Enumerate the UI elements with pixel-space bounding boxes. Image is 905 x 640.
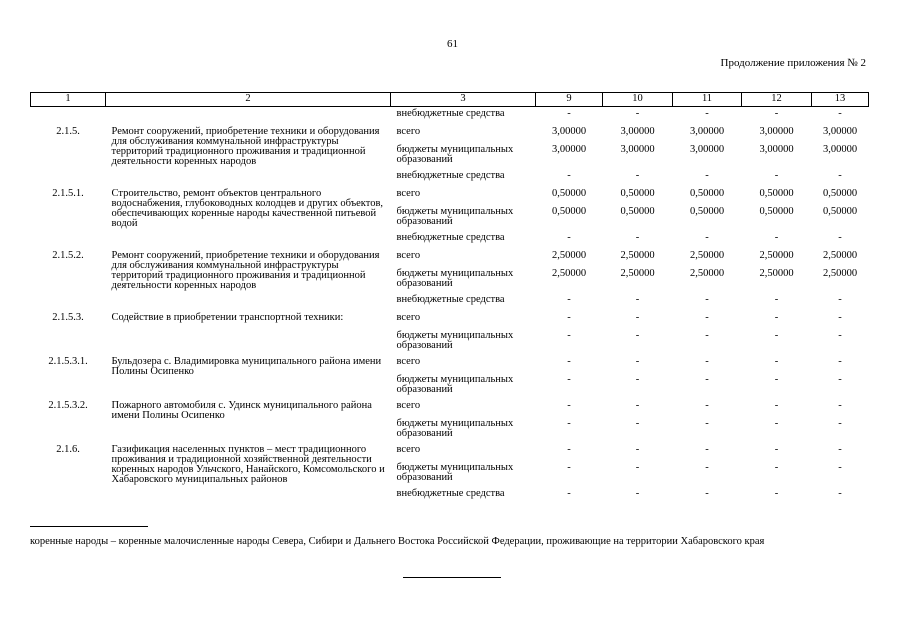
column-header: 13 (812, 93, 869, 107)
value-cell: - (567, 330, 571, 341)
value-cell: - (774, 170, 779, 181)
value-cell: 2,50000 (759, 250, 794, 261)
value-cell: - (838, 170, 842, 181)
funding-source: всего (396, 312, 421, 323)
value-cell: 3,00000 (822, 126, 858, 137)
value-cell: - (774, 294, 779, 305)
value-cell: - (705, 400, 709, 411)
value-cell: 3,00000 (620, 144, 655, 155)
value-cell: 2,50000 (689, 268, 725, 279)
column-header: 2 (106, 93, 391, 107)
funding-source: всего (396, 250, 421, 261)
funding-source: внебюджетные средства (396, 108, 505, 119)
value-cell: 3,00000 (689, 144, 725, 155)
value-cell: - (567, 356, 571, 367)
value-cell: 3,00000 (620, 126, 655, 137)
column-header: 9 (536, 93, 603, 107)
value-cell: - (567, 488, 571, 499)
funding-source: внебюджетные средства (396, 294, 505, 305)
item-title: Содействие в приобретении транспортной техники: (111, 312, 344, 323)
value-cell: - (635, 170, 640, 181)
value-cell: - (705, 462, 709, 473)
funding-source: бюджеты муниципальных образований (396, 418, 514, 439)
value-cell: - (774, 312, 779, 323)
value-cell: - (705, 418, 709, 429)
item-code: 2.1.6. (56, 444, 80, 455)
item-code: 2.1.5.2. (52, 250, 84, 261)
value-cell: - (635, 488, 640, 499)
value-cell: 2,50000 (822, 268, 858, 279)
value-cell: - (774, 462, 779, 473)
value-cell: - (567, 170, 571, 181)
value-cell: - (567, 294, 571, 305)
table-row (31, 187, 869, 205)
value-cell: - (567, 462, 571, 473)
table-header-row (31, 93, 869, 107)
value-cell: - (705, 170, 709, 181)
column-header: 10 (603, 93, 673, 107)
item-title: Ремонт сооружений, приобретение техники и оборудования для обслуживания коммунальной инфраструктуры территорий традиционного проживания и традиционной деятельности коренных народов (111, 250, 380, 291)
value-cell: - (635, 312, 640, 323)
funding-source: внебюджетные средства (396, 232, 505, 243)
funding-source: внебюджетные средства (396, 170, 505, 181)
value-cell: 0,50000 (822, 188, 858, 199)
value-cell: - (705, 330, 709, 341)
column-header: 1 (31, 93, 106, 107)
value-cell: - (774, 418, 779, 429)
item-title: Газификация населенных пунктов – мест традиционного проживания и традиционной хозяйственной деятельности коренных народов Ульчского, Нанайского, Комсомольского и Хабаровского муниципальных районов (111, 444, 385, 485)
page-number: 61 (447, 38, 458, 50)
value-cell: 3,00000 (689, 126, 725, 137)
value-cell: - (838, 294, 842, 305)
table-row (31, 399, 869, 417)
value-cell: 0,50000 (759, 206, 794, 217)
funding-source: всего (396, 356, 421, 367)
value-cell: - (774, 374, 779, 385)
value-cell: - (705, 232, 709, 243)
funding-source: бюджеты муниципальных образований (396, 330, 514, 351)
value-cell: 3,00000 (759, 144, 794, 155)
item-code: 2.1.5.1. (52, 188, 84, 199)
value-cell: - (705, 312, 709, 323)
value-cell: - (635, 330, 640, 341)
value-cell: - (774, 356, 779, 367)
value-cell: - (705, 374, 709, 385)
value-cell: 2,50000 (551, 268, 587, 279)
value-cell: 0,50000 (620, 188, 655, 199)
item-code: 2.1.5.3.2. (48, 400, 88, 411)
funding-source: внебюджетные средства (396, 488, 505, 499)
value-cell: 0,50000 (551, 206, 587, 217)
value-cell: 0,50000 (822, 206, 858, 217)
value-cell: - (774, 488, 779, 499)
value-cell: 2,50000 (620, 268, 655, 279)
table-body (31, 107, 869, 506)
value-cell: - (705, 108, 709, 119)
value-cell: 0,50000 (551, 188, 587, 199)
value-cell: - (705, 444, 709, 455)
table-row (31, 355, 869, 373)
item-title: Пожарного автомобиля с. Удинск муниципального района имени Полины Осипенко (111, 400, 372, 421)
footnote-divider (30, 526, 148, 527)
value-cell: 3,00000 (759, 126, 794, 137)
value-cell: 3,00000 (551, 144, 587, 155)
value-cell: 2,50000 (689, 250, 725, 261)
value-cell: - (705, 488, 709, 499)
value-cell: - (705, 294, 709, 305)
value-cell: - (838, 400, 842, 411)
value-cell: - (635, 400, 640, 411)
item-code: 2.1.5. (56, 126, 80, 137)
value-cell: 0,50000 (689, 188, 725, 199)
funding-source: бюджеты муниципальных образований (396, 268, 514, 289)
value-cell: 3,00000 (822, 144, 858, 155)
value-cell: - (567, 232, 571, 243)
item-title: Строительство, ремонт объектов центрального водоснабжения, глубоководных колодцев и других объектов, обеспечивающих коренные народы качественной питьевой водой (111, 188, 384, 229)
value-cell: - (635, 294, 640, 305)
value-cell: - (838, 462, 842, 473)
end-divider (403, 577, 501, 578)
funding-source: бюджеты муниципальных образований (396, 206, 514, 227)
value-cell: - (635, 444, 640, 455)
value-cell: 2,50000 (551, 250, 587, 261)
value-cell: - (838, 330, 842, 341)
value-cell: - (635, 462, 640, 473)
value-cell: - (774, 108, 779, 119)
funding-source: всего (396, 126, 421, 137)
value-cell: - (567, 312, 571, 323)
value-cell: - (635, 374, 640, 385)
value-cell: - (635, 108, 640, 119)
funding-source: всего (396, 188, 421, 199)
value-cell: 0,50000 (759, 188, 794, 199)
value-cell: - (838, 232, 842, 243)
item-code: 2.1.5.3. (52, 312, 84, 323)
funding-source: бюджеты муниципальных образований (396, 144, 514, 165)
table-row (31, 311, 869, 329)
appendix-table (30, 92, 869, 505)
value-cell: - (838, 374, 842, 385)
continuation-label: Продолжение приложения № 2 (720, 57, 866, 69)
item-title: Бульдозера с. Владимировка муниципального района имени Полины Осипенко (111, 356, 382, 377)
column-header: 12 (742, 93, 812, 107)
value-cell: - (567, 400, 571, 411)
value-cell: - (838, 488, 842, 499)
value-cell: - (774, 400, 779, 411)
value-cell: - (838, 356, 842, 367)
funding-source: бюджеты муниципальных образований (396, 462, 514, 483)
column-header: 3 (391, 93, 536, 107)
item-title: Ремонт сооружений, приобретение техники и оборудования для обслуживания коммунальной инфраструктуры территорий традиционного проживания и традиционной деятельности коренных народов (111, 126, 380, 167)
table-row (31, 107, 869, 126)
value-cell: - (774, 330, 779, 341)
item-code: 2.1.5.3.1. (48, 356, 88, 367)
value-cell: - (567, 108, 571, 119)
value-cell: 0,50000 (620, 206, 655, 217)
footnote: коренные народы – коренные малочисленные народы Севера, Сибири и Дальнего Востока Российской Федерации, проживающие на территории Хабаровского края (30, 536, 765, 547)
value-cell: - (838, 444, 842, 455)
value-cell: - (567, 444, 571, 455)
value-cell: - (774, 232, 779, 243)
column-header: 11 (673, 93, 742, 107)
value-cell: 0,50000 (689, 206, 725, 217)
value-cell: - (838, 418, 842, 429)
table-row (31, 249, 869, 267)
value-cell: 2,50000 (620, 250, 655, 261)
value-cell: 2,50000 (759, 268, 794, 279)
value-cell: - (567, 374, 571, 385)
value-cell: 2,50000 (822, 250, 858, 261)
value-cell: 3,00000 (551, 126, 587, 137)
value-cell: - (567, 418, 571, 429)
funding-source: бюджеты муниципальных образований (396, 374, 514, 395)
table-row (31, 125, 869, 143)
value-cell: - (635, 232, 640, 243)
funding-source: всего (396, 444, 421, 455)
value-cell: - (838, 312, 842, 323)
table-row (31, 443, 869, 461)
value-cell: - (774, 444, 779, 455)
value-cell: - (838, 108, 842, 119)
funding-source: всего (396, 400, 421, 411)
value-cell: - (635, 356, 640, 367)
value-cell: - (635, 418, 640, 429)
value-cell: - (705, 356, 709, 367)
